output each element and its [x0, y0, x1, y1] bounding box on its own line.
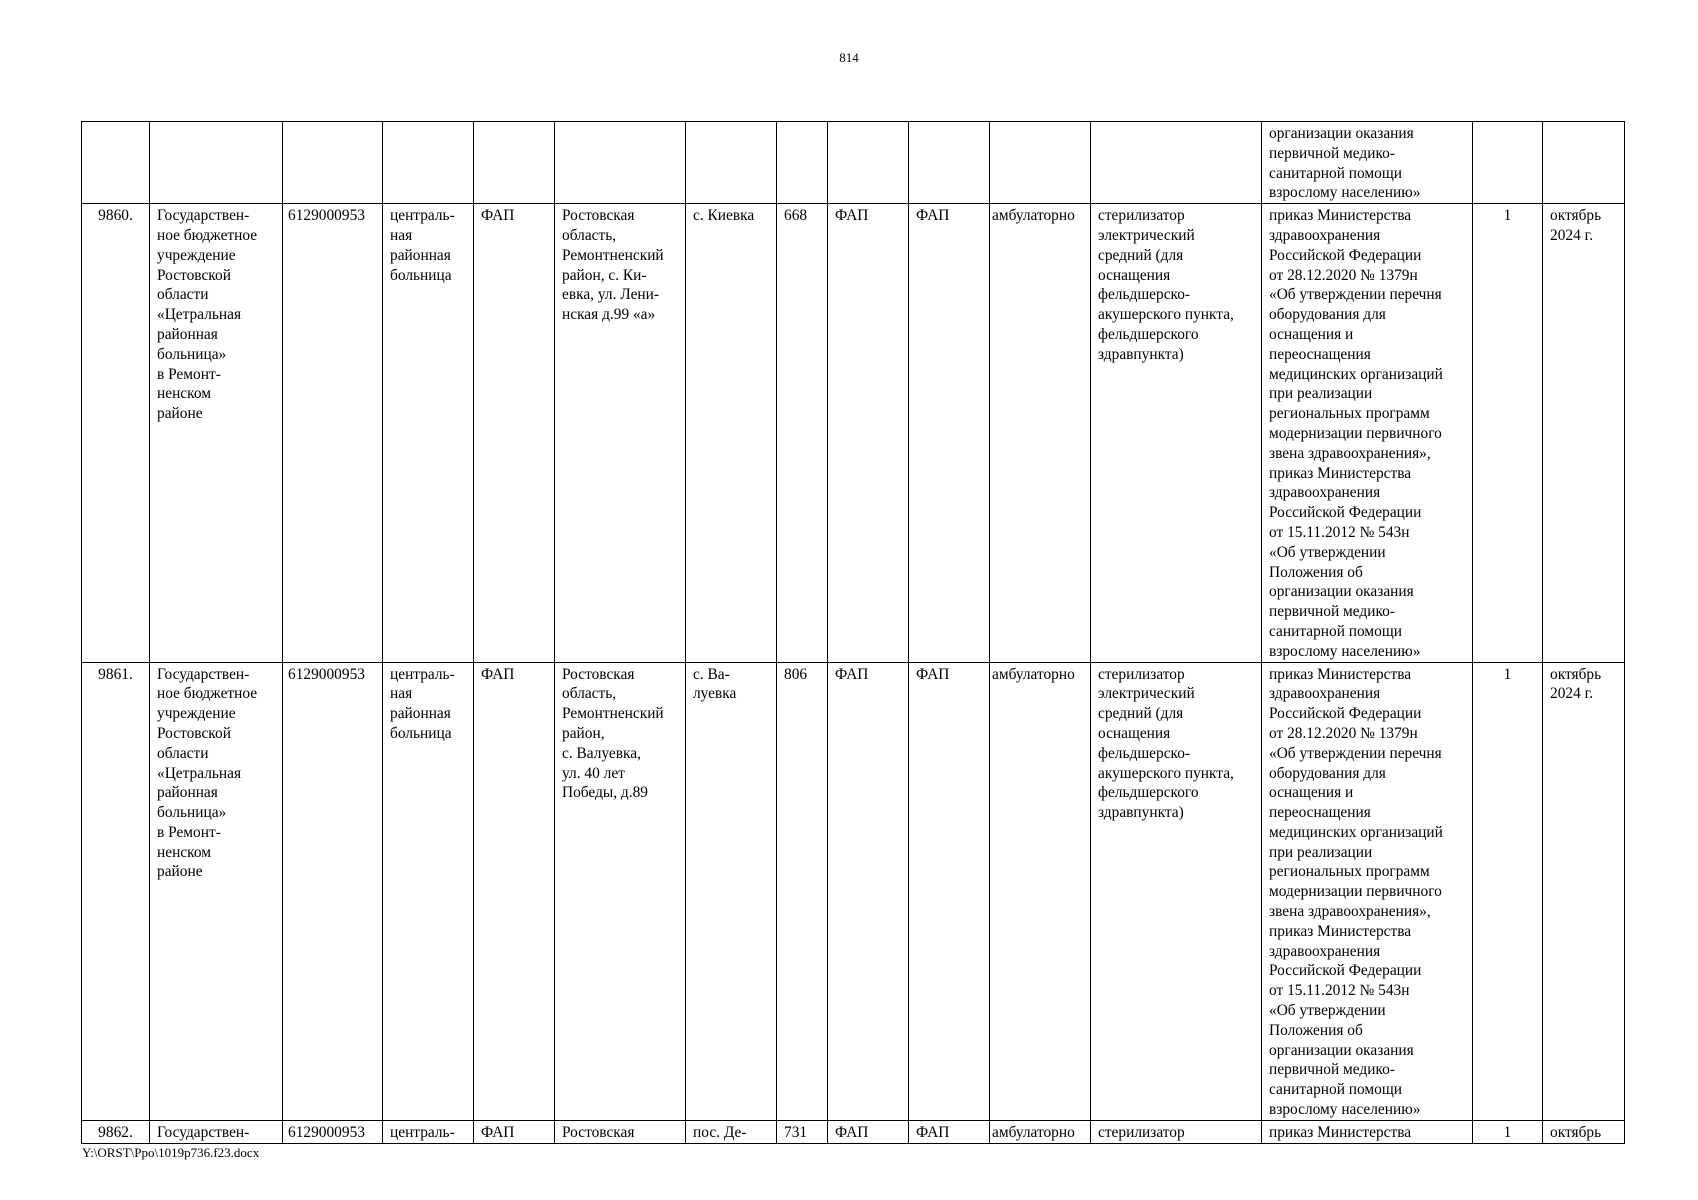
page-number: 814: [839, 50, 859, 65]
cell-date: октябрь: [1543, 1120, 1625, 1143]
cell-inn: 6129000953: [283, 1120, 383, 1143]
cell-org-type: централь-: [383, 1120, 474, 1143]
cell-equipment: стерилизатор: [1091, 1120, 1262, 1143]
cell-unit-type: ФАП: [474, 204, 555, 662]
table-row-continued: [82, 122, 1625, 204]
cell-num: 9862.: [82, 1120, 150, 1143]
cell-equipment: [1091, 122, 1262, 204]
cell-num: 9861.: [82, 662, 150, 1120]
cell-equipment: стерилизатор электрический средний (для оснащения фельдшерско- акушерского пункта, фельдшерского здравпункта): [1091, 204, 1262, 662]
cell-org-type: централь- ная районная больница: [383, 662, 474, 1120]
cell-locality: с. Ва- луевка: [686, 662, 777, 1120]
cell-address: Ростовская: [555, 1120, 686, 1143]
cell-population: 731: [777, 1120, 828, 1143]
cell-equipment: стерилизатор электрический средний (для оснащения фельдшерско- акушерского пункта, фельдшерского здравпункта): [1091, 662, 1262, 1120]
equipment-table: [81, 121, 1625, 1144]
cell-qty: 1: [1473, 204, 1543, 662]
table-row: [82, 204, 1625, 662]
cell-care-type: амбулаторно: [990, 662, 1091, 1120]
cell-unit-type: ФАП: [474, 662, 555, 1120]
cell-population: 668: [777, 204, 828, 662]
cell-subunit: [909, 122, 990, 204]
cell-qty: [1473, 122, 1543, 204]
table-row: [82, 662, 1625, 1120]
cell-locality: [686, 122, 777, 204]
cell-subunit: ФАП: [909, 1120, 990, 1143]
cell-basis: организации оказания первичной медико- санитарной помощи взрослому населению»: [1262, 122, 1473, 204]
cell-subunit: ФАП: [909, 662, 990, 1120]
cell-num: 9860.: [82, 204, 150, 662]
cell-basis: приказ Министерства: [1262, 1120, 1473, 1143]
cell-unit: ФАП: [828, 1120, 909, 1143]
cell-unit-type: ФАП: [474, 1120, 555, 1143]
cell-population: [777, 122, 828, 204]
cell-org-type: [383, 122, 474, 204]
cell-org-type: централь- ная районная больница: [383, 204, 474, 662]
cell-qty: 1: [1473, 662, 1543, 1120]
cell-population: 806: [777, 662, 828, 1120]
cell-inn: 6129000953: [283, 662, 383, 1120]
cell-num: [82, 122, 150, 204]
cell-locality: с. Киевка: [686, 204, 777, 662]
cell-unit: ФАП: [828, 204, 909, 662]
cell-care-type: амбулаторно: [990, 204, 1091, 662]
cell-inn: 6129000953: [283, 204, 383, 662]
cell-unit: [828, 122, 909, 204]
cell-basis: приказ Министерства здравоохранения Российской Федерации от 28.12.2020 № 1379н «Об утверждении перечня оборудования для оснащения и переоснащения медицинских организаций при реализации региональных программ модернизации первичного звена здравоохранения», приказ Министерства здравоохранения Российской Федерации от 15.11.2012 № 543н «Об утверждении Положения об организации оказания первичной медико- санитарной помощи взрослому населению»: [1262, 204, 1473, 662]
cell-care-type: амбулаторно: [990, 1120, 1091, 1143]
cell-qty: 1: [1473, 1120, 1543, 1143]
cell-org: Государствен- ное бюджетное учреждение Ростовской области «Цетральная районная больница» в Ремонт- ненском районе: [150, 662, 283, 1120]
cell-unit: ФАП: [828, 662, 909, 1120]
cell-org: Государствен- ное бюджетное учреждение Ростовской области «Цетральная районная больница» в Ремонт- ненском районе: [150, 204, 283, 662]
cell-date: [1543, 122, 1625, 204]
footer-file-path: Y:\ORST\Ppo\1019p736.f23.docx: [82, 1145, 260, 1160]
cell-basis: приказ Министерства здравоохранения Российской Федерации от 28.12.2020 № 1379н «Об утверждении перечня оборудования для оснащения и переоснащения медицинских организаций при реализации региональных программ модернизации первичного звена здравоохранения», приказ Министерства здравоохранения Российской Федерации от 15.11.2012 № 543н «Об утверждении Положения об организации оказания первичной медико- санитарной помощи взрослому населению»: [1262, 662, 1473, 1120]
cell-locality: пос. Де-: [686, 1120, 777, 1143]
cell-date: октябрь 2024 г.: [1543, 662, 1625, 1120]
cell-org: [150, 122, 283, 204]
cell-inn: [283, 122, 383, 204]
cell-care-type: [990, 122, 1091, 204]
cell-unit-type: [474, 122, 555, 204]
cell-subunit: ФАП: [909, 204, 990, 662]
cell-address: Ростовская область, Ремонтненский район, с. Ки- евка, ул. Лени- нская д.99 «а»: [555, 204, 686, 662]
cell-address: [555, 122, 686, 204]
table-row: [82, 1120, 1625, 1143]
cell-address: Ростовская область, Ремонтненский район, с. Валуевка, ул. 40 лет Победы, д.89: [555, 662, 686, 1120]
cell-org: Государствен-: [150, 1120, 283, 1143]
cell-date: октябрь 2024 г.: [1543, 204, 1625, 662]
